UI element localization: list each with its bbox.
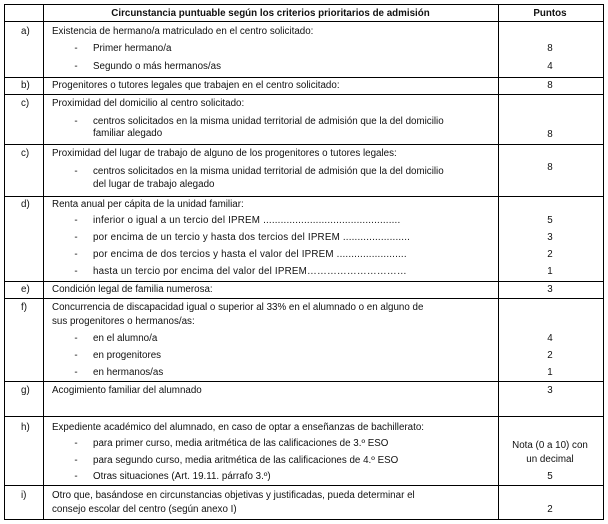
bullet-dash: - bbox=[74, 333, 78, 344]
row-divider bbox=[5, 298, 603, 299]
bullet-dash: - bbox=[74, 438, 78, 449]
row-divider bbox=[5, 21, 603, 22]
row-points: 2 bbox=[547, 249, 553, 260]
row-title: Acogimiento familiar del alumnado bbox=[52, 385, 202, 396]
row-title: Otro que, basándose en circunstancias objetivas y justificadas, pueda determinar el bbox=[52, 490, 415, 501]
row-letter: g) bbox=[21, 385, 30, 396]
row-points: 5 bbox=[547, 215, 553, 226]
row-item: Otras situaciones (Art. 19.11. párrafo 3.º) bbox=[93, 471, 271, 482]
row-title: Proximidad del lugar de trabajo de alguno de los progenitores o tutores legales: bbox=[52, 148, 397, 159]
row-item: por encima de un tercio y hasta dos tercios del IPREM ....................... bbox=[93, 232, 411, 243]
row-points: 4 bbox=[547, 333, 553, 344]
row-letter: b) bbox=[21, 80, 30, 91]
row-points: 3 bbox=[547, 284, 553, 295]
row-divider bbox=[5, 77, 603, 78]
row-title: Condición legal de familia numerosa: bbox=[52, 284, 213, 295]
row-letter: c) bbox=[21, 98, 30, 109]
row-item: familiar alegado bbox=[93, 128, 163, 139]
row-title: consejo escolar del centro (según anexo I) bbox=[52, 504, 237, 515]
row-points: 5 bbox=[547, 471, 553, 482]
row-points: 3 bbox=[547, 385, 553, 396]
row-letter: d) bbox=[21, 199, 30, 210]
bullet-dash: - bbox=[74, 249, 78, 260]
bullet-dash: - bbox=[74, 215, 78, 226]
bullet-dash: - bbox=[74, 166, 78, 177]
row-points: 8 bbox=[547, 80, 553, 91]
row-title: Renta anual per cápita de la unidad familiar: bbox=[52, 199, 244, 210]
row-points: 8 bbox=[547, 129, 553, 140]
row-letter: f) bbox=[21, 302, 27, 313]
row-title: Existencia de hermano/a matriculado en el centro solicitado: bbox=[52, 26, 314, 37]
bullet-dash: - bbox=[74, 232, 78, 243]
row-item: Primer hermano/a bbox=[93, 43, 172, 54]
row-title: sus progenitores o hermanos/as: bbox=[52, 316, 195, 327]
row-divider bbox=[5, 196, 603, 197]
row-letter: e) bbox=[21, 284, 30, 295]
row-divider bbox=[5, 94, 603, 95]
row-item: en hermanos/as bbox=[93, 367, 164, 378]
bullet-dash: - bbox=[74, 455, 78, 466]
row-points: 3 bbox=[547, 232, 553, 243]
row-points: 2 bbox=[547, 350, 553, 361]
bullet-dash: - bbox=[74, 367, 78, 378]
admission-criteria-table bbox=[4, 4, 604, 520]
row-item: inferior o igual a un tercio del IPREM ............................................... bbox=[93, 215, 401, 226]
row-points: 8 bbox=[547, 43, 553, 54]
row-item: en progenitores bbox=[93, 350, 162, 361]
header-criteria: Circunstancia puntuable según los criterios prioritarios de admisión bbox=[111, 8, 430, 19]
row-item: en el alumno/a bbox=[93, 333, 158, 344]
row-letter: c) bbox=[21, 148, 30, 159]
row-title: Proximidad del domicilio al centro solicitado: bbox=[52, 98, 245, 109]
row-title: Concurrencia de discapacidad igual o superior al 33% en el alumnado o en alguno de bbox=[52, 302, 424, 313]
row-divider bbox=[5, 485, 603, 486]
row-item: del lugar de trabajo alegado bbox=[93, 179, 215, 190]
row-item: por encima de dos tercios y hasta el valor del IPREM ........................ bbox=[93, 249, 407, 260]
row-item: Segundo o más hermanos/as bbox=[93, 61, 221, 72]
row-item: para segundo curso, media aritmética de las calificaciones de 4.º ESO bbox=[93, 455, 399, 466]
row-letter: i) bbox=[21, 490, 27, 501]
bullet-dash: - bbox=[74, 116, 78, 127]
row-letter: h) bbox=[21, 422, 30, 433]
row-points: 8 bbox=[547, 162, 553, 173]
row-divider bbox=[5, 281, 603, 282]
row-points: Nota (0 a 10) con bbox=[512, 440, 588, 451]
bullet-dash: - bbox=[74, 61, 78, 72]
header-points: Puntos bbox=[533, 8, 567, 19]
column-divider-letter bbox=[43, 5, 44, 519]
bullet-dash: - bbox=[74, 266, 78, 277]
row-points: 2 bbox=[547, 504, 553, 515]
row-item: centros solicitados en la misma unidad territorial de admisión que la del domicilio bbox=[93, 116, 444, 127]
row-points: 1 bbox=[547, 367, 553, 378]
row-divider bbox=[5, 416, 603, 417]
row-item: centros solicitados en la misma unidad territorial de admisión que la del domicilio bbox=[93, 166, 444, 177]
bullet-dash: - bbox=[74, 350, 78, 361]
row-item: hasta un tercio por encima del valor del IPREM………………………… bbox=[93, 266, 407, 277]
row-points: 1 bbox=[547, 266, 553, 277]
row-item: para primer curso, media aritmética de las calificaciones de 3.º ESO bbox=[93, 438, 389, 449]
bullet-dash: - bbox=[74, 471, 78, 482]
row-points: 4 bbox=[547, 61, 553, 72]
row-divider bbox=[5, 381, 603, 382]
bullet-dash: - bbox=[74, 43, 78, 54]
row-points: un decimal bbox=[526, 454, 574, 465]
row-title: Expediente académico del alumnado, en caso de optar a enseñanzas de bachillerato: bbox=[52, 422, 424, 433]
row-title: Progenitores o tutores legales que trabajen en el centro solicitado: bbox=[52, 80, 340, 91]
row-letter: a) bbox=[21, 26, 30, 37]
row-divider bbox=[5, 144, 603, 145]
